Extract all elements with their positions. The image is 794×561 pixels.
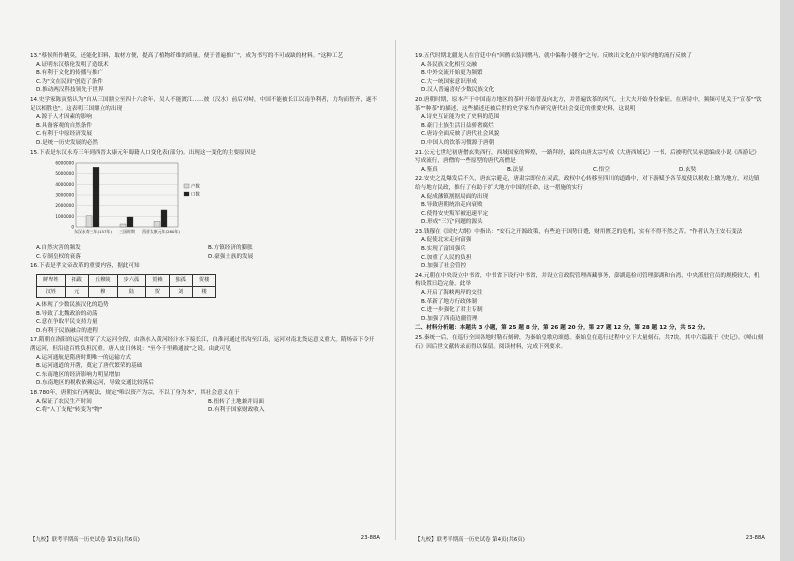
bar-population — [127, 217, 133, 227]
option-d: D.汉人普遍喜好少数民族文化 — [421, 87, 495, 94]
question-stem: 24.元朝在中央设立中书省，中书省下设行中书省，并设立宣政院管理西藏事务，澎湖巡检司管理澎湖和台湾，中央派驻官员的规模较大，机构设置日趋完备，此举 — [415, 272, 760, 288]
x-tick-label: 西晋太康元年(280年) — [142, 229, 180, 235]
option-c: C.为"文在民间"创造了条件 — [36, 78, 103, 85]
option-d: D.中国人的饮茶习惯源于唐朝 — [421, 139, 495, 146]
question-21 — [415, 149, 765, 175]
legend-swatch — [184, 184, 189, 188]
page-footer-text: 【九校】联考半期高一历史试卷 第3页(共6页) — [30, 537, 140, 543]
option-d: D.推动两汉科技领先于世界 — [36, 87, 104, 94]
x-tick-label: 东汉永寿三年(157年) — [74, 229, 112, 235]
left-page — [30, 52, 380, 416]
option-a: A.保证了农民生产时间 — [36, 398, 92, 405]
option-c: C.大一统国家意识形成 — [421, 78, 478, 85]
section-heading: 二、材料分析题：本题共 3 小题，第 25 题 8 分，第 26 题 20 分，第 27 题 12 分，第 28 题 12 分，共 52 分。 — [415, 325, 709, 332]
option-b: B.法显 — [507, 166, 524, 173]
table-header-row — [37, 274, 216, 286]
y-tick-label: 5000000 — [55, 171, 74, 177]
question-stem: 13."蔡侯所作精莫，还能化旧料，取材方便，提高了植物纤维的质量，便于普遍推广"，成为书写的不可或缺的材料。"这种工艺 — [30, 53, 344, 59]
table-cell: 步六孤 — [117, 274, 146, 286]
question-stem: 23.钱穆在《国史大纲》中指出："安石之开源政策，有些迫于国势日蹙，财用匮乏的危机，实有不得不然之苦。"作者认为王安石变法 — [415, 228, 743, 235]
option-d: D.有利于国家财政收入 — [208, 407, 265, 414]
table-cell: 陆 — [117, 286, 146, 298]
page-divider — [395, 40, 396, 540]
table-cell: 鲜卑姓 — [37, 274, 66, 286]
option-b: B.有利于文化的传播与推广 — [36, 70, 104, 77]
option-d: D.豪强土族的发展 — [208, 253, 254, 260]
options — [36, 244, 380, 261]
question-stem: 15.下表是东汉永寿三年到西晋太康元年蜀籍人口变化表(部分)。出现这一变化的主要原因是 — [30, 149, 256, 156]
table-cell: 贺 — [146, 286, 169, 298]
option-a: A.各民族文化相互交融 — [421, 61, 477, 68]
table-cell: 贺楼 — [192, 274, 215, 286]
legend-label: 口数 — [191, 192, 200, 198]
option-d: D.加强了西南边疆管理 — [421, 315, 478, 322]
question-17 — [30, 336, 380, 388]
option-b: B.运河通道的开凿，奠定了唐代繁荣的基础 — [36, 363, 143, 370]
bar-population — [161, 210, 167, 227]
option-c: C.进一步强化了君主专制 — [421, 307, 483, 314]
table-cell: 元 — [65, 286, 88, 298]
question-13 — [30, 52, 380, 95]
table-cell: 丘穆陵 — [88, 274, 117, 286]
question-24 — [415, 272, 765, 324]
option-c: C.有利于中原经济发展 — [36, 131, 93, 138]
options — [36, 398, 380, 415]
option-d: D.形成"三冗"问题的源头 — [421, 219, 483, 226]
option-c: C.唐诗全面反映了唐代社会风貌 — [421, 131, 500, 138]
x-tick-label: 三国时期 — [119, 229, 135, 235]
bar-households — [86, 216, 92, 227]
option-c: C.东南地区的经济影响力明显增加 — [36, 371, 120, 378]
population-chart — [38, 159, 218, 241]
legend-swatch — [184, 192, 189, 196]
question-stem: 18.780年，唐朝实行两税法，规定"唯以资产为宗，不以丁身为本"，其社会意义在于 — [30, 390, 240, 397]
option-b: B.扭转了土地兼并局面 — [208, 398, 264, 405]
option-a: A.促成藩镇割据局面的出现 — [421, 193, 489, 200]
option-a: A.源于人才因素的影响 — [36, 114, 92, 121]
question-18 — [30, 389, 380, 415]
option-c: C.使得安史叛军被迅速平定 — [421, 210, 489, 217]
table-row — [37, 286, 216, 298]
question-19 — [415, 52, 765, 95]
question-25 — [415, 334, 765, 351]
option-b: B.实现了富国强兵 — [421, 246, 466, 253]
option-a: A.鉴真 — [421, 166, 438, 173]
question-15 — [30, 149, 380, 262]
table-cell: 拓跋 — [65, 274, 88, 286]
option-b: B.导致了北魏政治的动荡 — [36, 310, 98, 317]
paper-code: 23-88A — [745, 535, 765, 541]
y-tick-label: 1000000 — [55, 213, 74, 219]
option-a: A.证明东汉蔡伦发明了造纸术 — [36, 61, 109, 68]
y-tick-label: 2000000 — [55, 203, 74, 209]
question-14 — [30, 96, 380, 148]
option-a: A.自然灾害的频发 — [36, 245, 81, 252]
scan-edge — [780, 0, 794, 561]
question-stem: 14.史学家陈寅恪认为"自从三国鼎立至四十六余年，吴人不能渡江……彼（汉水）前后对峙，中国不能被长江以南争利者，力均而智齐，遂不足以相胜也"。这表明三国鼎立的出现 — [30, 96, 378, 112]
option-c: C.加重了人民的负担 — [421, 254, 472, 261]
right-footer — [415, 535, 765, 543]
option-b: B.中外交流开始更为频繁 — [421, 70, 483, 77]
question-20 — [415, 96, 765, 148]
option-b: B.方镇经济的膨胀 — [208, 245, 253, 252]
question-stem: 19.五代时期北疆龙人在宫廷中有"回鹘衣装回鹘马，就中偏称小腰身"之句。反映出文化在中原内地的流行反映了 — [415, 53, 692, 59]
question-stem: 17.隋朝在洛阳的运河贯穿了大运河全段，由洛水入黄河经汴水下接长江，自淮河通过邗沟至江南，运河对南北货运意义重大。隋炀帝下令开凿运河，但沿途百姓负担沉重。唐人皮日休说："至今千里赖通波"之说。由此可见 — [30, 337, 375, 353]
left-footer — [30, 535, 380, 543]
question-22 — [415, 175, 765, 227]
option-b: B.豪门士族生活日益骄奢腐烂 — [421, 122, 494, 129]
question-stem: 22.安史之乱爆发后不久，唐玄宗避走，唐肃宗即位在灵武，政权中心转移至四川的道路中，对下游赋予各节度使以税收上缴为地方，对边镇给与地方民政，推行了有助于扩大地方中国的任命，这一措施的实行 — [415, 176, 760, 191]
option-d: D.东南地区的税收依赖运河，导致交通比较落后 — [36, 380, 154, 387]
option-a: A.运河通航是隋唐时期唯一的运输方式 — [36, 354, 132, 361]
option-a: A.开启了海峡两岸的交往 — [421, 290, 483, 297]
y-tick-label: 3000000 — [55, 192, 74, 198]
question-stem: 25.秦统一后，在巡行全国各地时勒石刻碑，为秦始皇歌功颂德。秦始皇在巡行过程中立下大量刻石，共7块，其中六篇载于《史记》。《峄山刻石》因后世文献转录而得以保留。阅读材料，完成下列要求。 — [415, 335, 764, 350]
option-d: D.玄奘 — [679, 166, 697, 173]
surname-table — [36, 274, 216, 298]
y-tick-label: 6000000 — [55, 160, 74, 166]
option-d: D.加强了社会管控 — [421, 263, 467, 270]
bar-households — [120, 224, 126, 227]
question-23 — [415, 228, 765, 271]
population-bar-chart — [38, 159, 218, 241]
option-c: C.悟空 — [593, 166, 610, 173]
right-page — [415, 52, 765, 352]
table-cell: 刘 — [169, 286, 192, 298]
question-16 — [30, 262, 380, 335]
bar-households — [154, 222, 160, 228]
option-b: B.具备客观的自然条件 — [36, 122, 92, 129]
table-cell: 汉姓 — [37, 286, 66, 298]
option-a: A.体现了少数民族汉化的趋势 — [36, 302, 109, 309]
y-tick-label: 4000000 — [55, 181, 74, 187]
paper-code: 23-88A — [360, 535, 380, 541]
option-d: D.有利于民族融合的进程 — [36, 327, 99, 334]
table-cell: 贺赖 — [146, 274, 169, 286]
legend-label: 户数 — [191, 184, 200, 190]
option-d: D.是统一历史发展的必然 — [36, 139, 99, 146]
option-c: C.将"人丁支配"转变为"物" — [36, 407, 103, 414]
option-a: A.诗史互证能为史了史料的范围 — [421, 114, 500, 121]
option-c: C.专制皇权的衰落 — [36, 253, 81, 260]
page-footer-text: 【九校】联考半期高一历史试卷 第4页(共6页) — [415, 537, 525, 543]
table-cell: 楼 — [192, 286, 215, 298]
table-cell: 独孤 — [169, 274, 192, 286]
table-cell: 穆 — [88, 286, 117, 298]
question-stem: 21.公元七世纪初唐僧玄奘西行，西域国家的辉煌，一路拜经，最终由唐太宗写成《大唐西域记》一书，后被明代吴承恩编成小说《西游记》写成流行，唐僧的一些原型的唐代高僧是 — [415, 149, 760, 165]
y-tick-label: 0 — [71, 224, 74, 230]
option-b: B.导致唐朝统治走向衰败 — [421, 202, 483, 209]
option-a: A.促使北宋走向富强 — [421, 237, 472, 244]
options — [421, 166, 765, 175]
option-b: B.革新了地方行政体制 — [421, 298, 477, 305]
question-stem: 16.下表是孝文帝改革的重要内容，据此可知 — [30, 263, 140, 270]
question-stem: 20.唐朝时期，原本产于中国南方地区的茶叶开始普及向北方，并普遍饮茶的风气，士大夫开始身份象征。在唐诗中，频频可见关于"宣茶""饮茶""种茶"的描述，这些描述还被后世的史学家当作研究唐代社会变迁的重要史料，这说明 — [415, 96, 762, 112]
bar-population — [93, 167, 99, 227]
option-c: C.意在争取平民支持力量 — [36, 319, 98, 326]
